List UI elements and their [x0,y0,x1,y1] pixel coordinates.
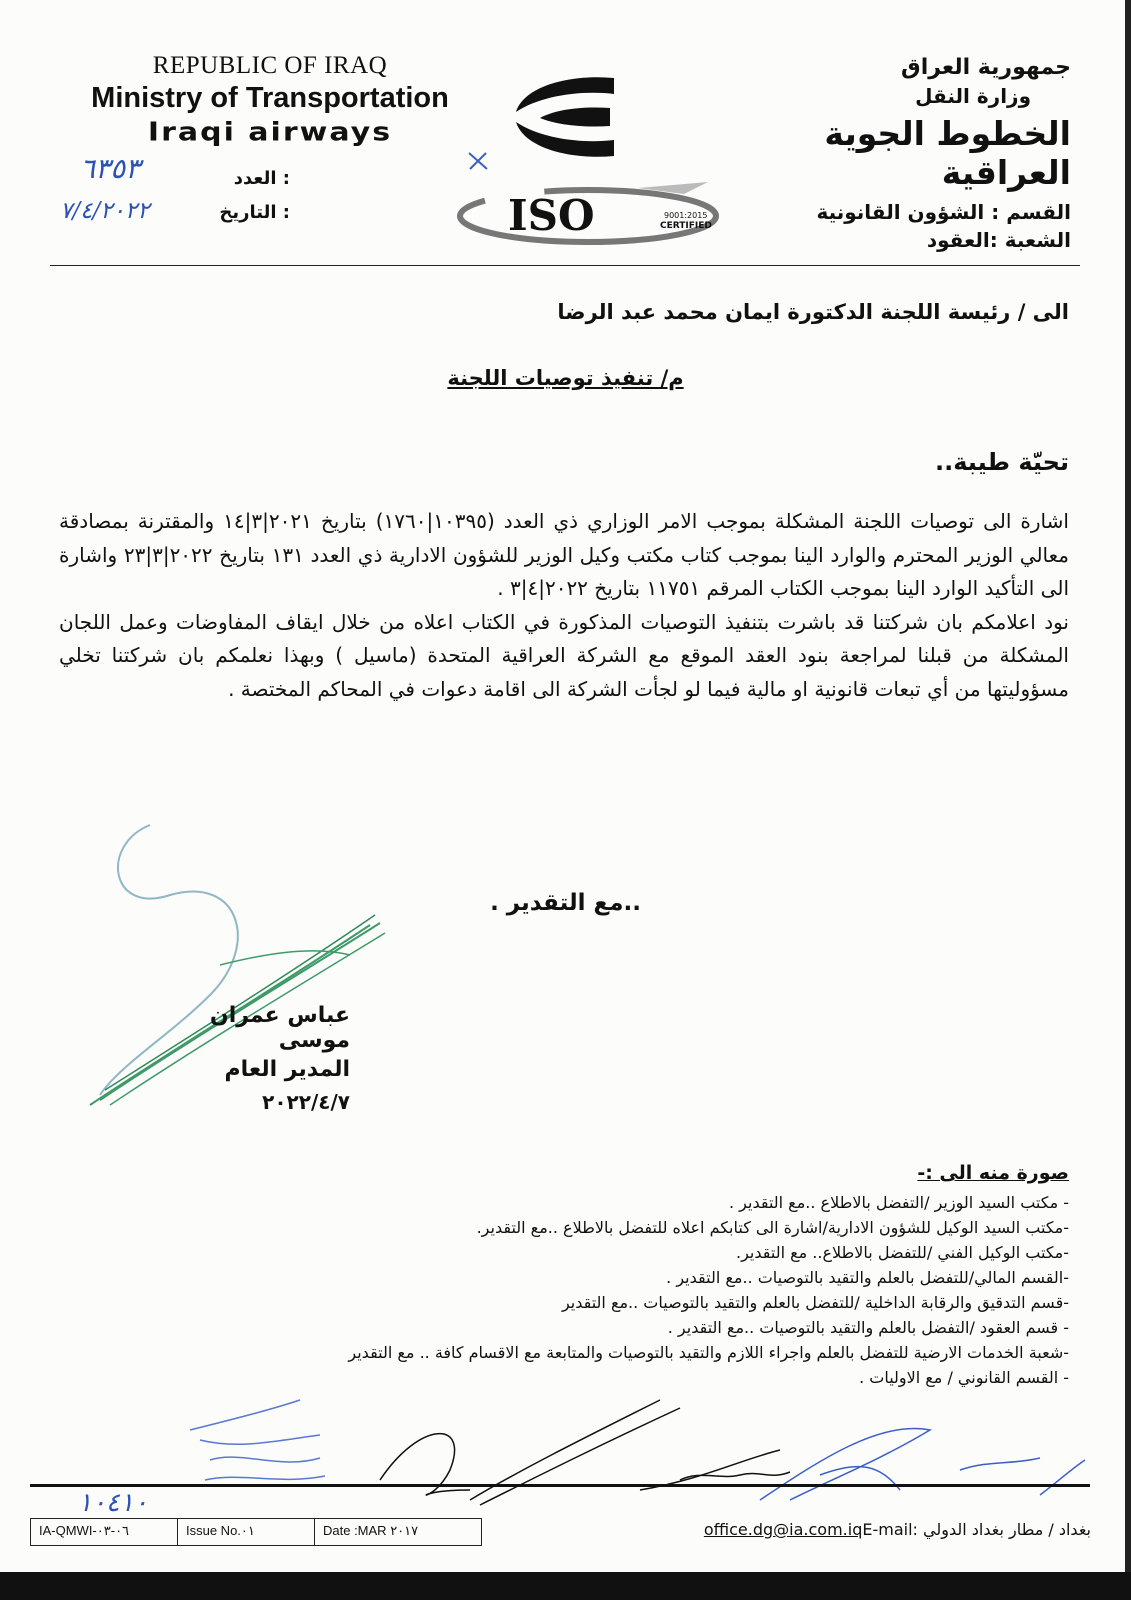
address: بغداد / مطار بغداد الدولي [923,1520,1091,1539]
airline-logo-icon [510,72,620,162]
email-label: E-mail: [862,1520,918,1539]
header-ministry-en: Ministry of Transportation [91,82,449,114]
body-paragraph-2: نود اعلامكم بان شركتنا قد باشرت بتنفيذ التوصيات المذكورة في الكتاب اعلاه من خلال ايقاف المفاوضات وعمل اللجان المشكلة من قبلنا لمراجعة بنود العقد الموقع مع الشركة العراقية المتحدة (ماسيل ) وبهذا نعلمكم بان شركتنا تخلي مسؤوليتها من أي تبعات قانونية او مالية فيما لو لجأت الشركة الى اقامة دعوات في المحاكم المختصة . [59,609,1069,701]
issue-date: Date :MAR ٢٠١٧ [323,1523,419,1538]
signatory-title: المدير العام [224,1057,350,1082]
iso-certified: CERTIFIED [660,221,712,231]
handwritten-bottom-number: ١٠٤١٠ [78,1488,148,1518]
cc-title: صورة منه الى :- [917,1162,1069,1184]
closing-regards: ..مع التقدير . [490,890,641,916]
header-divider [50,265,1080,266]
arabic-header [711,55,1071,252]
handwritten-number: ٦٣٥٣ [80,152,141,185]
cc-list [29,1190,1069,1390]
header-branch: الشعبة :العقود [926,228,1071,252]
signatory-block [150,1003,350,1114]
cc-item: - قسم العقود /التفضل بالعلم والتقيد بالتوصيات ..مع التقدير . [667,1318,1069,1337]
contact-line [704,1520,1091,1539]
date-label: التاريخ : [219,202,290,223]
header-republic-ar: جمهورية العراق [901,55,1071,80]
header-ministry-ar: وزارة النقل [915,84,1031,108]
header-republic-en: REPUBLIC OF IRAQ [152,52,388,79]
header-airline-ar: الخطوط الجوية العراقية [824,114,1071,192]
cc-item: - القسم القانوني / مع الاوليات . [859,1368,1069,1387]
initials-scribbles-icon [0,1380,1131,1530]
subject-text: م/ تنفيذ توصيات اللجنة [447,366,684,390]
signatory-date: ٢٠٢٢/٤/٧ [262,1090,350,1114]
header-department: القسم : الشؤون القانونية [816,200,1071,224]
scan-edge-bottom [0,1572,1131,1600]
handwritten-date: ٧/٤/٢٠٢٢ [60,198,150,224]
cc-item: -شعبة الخدمات الارضية للتفضل بالعلم واجراء اللازم والتقيد بالتوصيات والمتابعة مع الاقسام كافة .. مع التقدير [348,1343,1069,1362]
header-airline-en: Iraqi airways [147,117,393,148]
body-paragraph-1: اشارة الى توصيات اللجنة المشكلة بموجب الامر الوزاري ذي العدد (١٠٣٩٥|١٧٦٠) بتاريخ ٢٠٢١|٣|١٤ والمقترنة بمصادقة معالي الوزير المحترم والوارد الينا بموجب كتاب مكتب وكيل الوزير للشؤون الادارية ذي العدد ١٣١ بتاريخ ٢٠٢٢|٣|٢٣ واشارة الى التأكيد الوارد الينا بموجب الكتاب المرقم ١١٧٥١ بتاريخ ٢٠٢٢|٤|٣ . [59,509,1070,600]
greeting: تحيّة طيبة.. [934,448,1069,476]
scan-edge-right [1125,0,1131,1572]
email-link[interactable]: office.dg@ia.com.iq [703,1520,863,1539]
cc-item: -مكتب السيد الوكيل للشؤون الادارية/اشارة الى كتابكم اعلاه للتفضل بالاطلاع ..مع التقدير. [476,1218,1069,1237]
cc-item: - مكتب السيد الوزير /التفضل بالاطلاع ..مع التقدير . [729,1193,1069,1212]
cc-item: -القسم المالي/للتفضل بالعلم والتقيد بالتوصيات ..مع التقدير . [666,1268,1069,1287]
iso-text: ISO [508,191,595,240]
form-code: IA-QMWI-٠٦-٠٣ [31,1519,178,1545]
reference-block [60,150,300,240]
subject-line [0,366,1131,390]
signatory-name: عباس عمران موسى [209,1003,350,1053]
iso-standard: 9001:2015 [664,211,708,220]
addressee: الى / رئيسة اللجنة الدكتورة ايمان محمد عبد الرضا [557,300,1069,324]
footer-divider [30,1484,1090,1487]
blue-cross-mark-icon [466,150,490,172]
english-header [60,52,480,150]
number-label: العدد : [233,168,290,189]
issue-number: Issue No.٠١ [178,1519,315,1545]
cc-item: -قسم التدقيق والرقابة الداخلية /للتفضل بالعلم والتقيد بالتوصيات ..مع التقدير [561,1293,1069,1312]
cc-item: -مكتب الوكيل الفني /للتفضل بالاطلاع.. مع التقدير. [736,1243,1069,1262]
form-footer [30,1518,482,1546]
letter-body [59,505,1069,706]
